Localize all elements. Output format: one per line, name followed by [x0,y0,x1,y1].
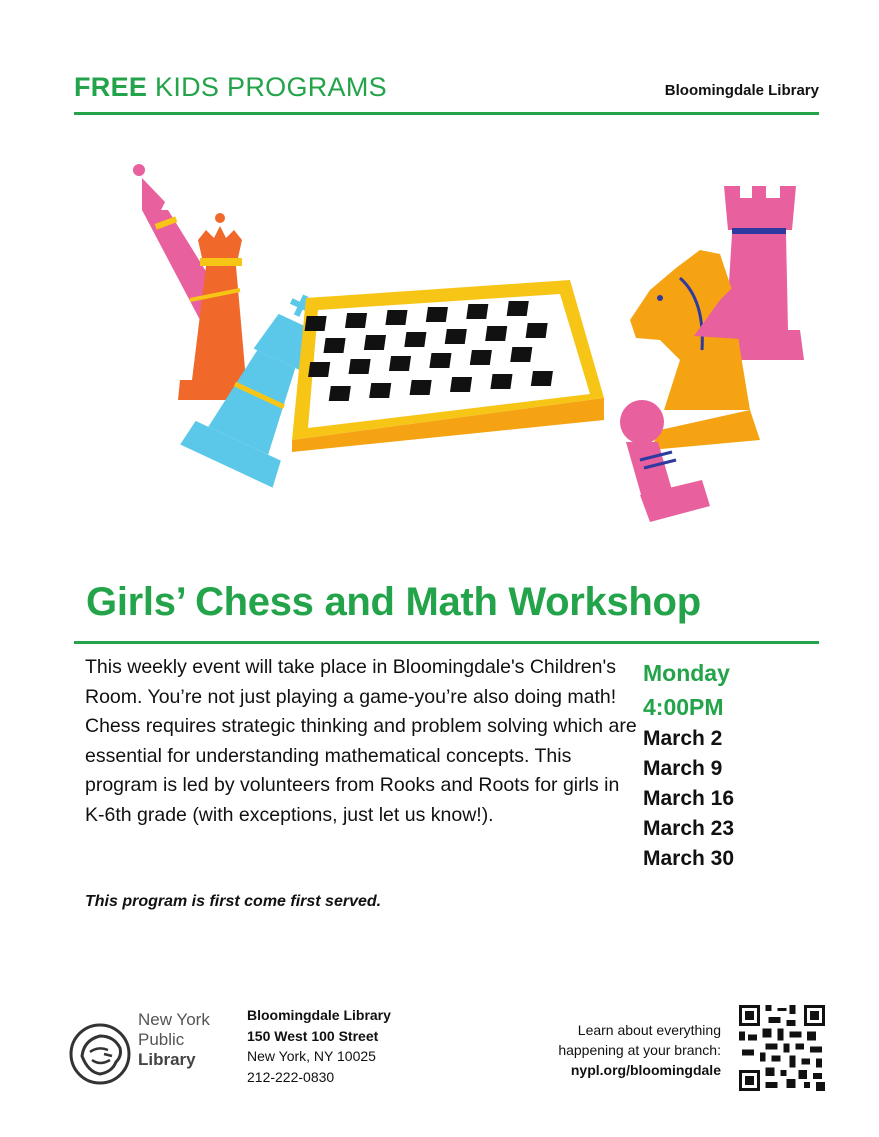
branch-name: Bloomingdale Library [664,82,819,99]
schedule-date: March 30 [643,847,735,870]
top-divider [74,112,819,115]
address-street: 150 West 100 Street [247,1027,379,1044]
chessboard-icon [292,280,604,452]
program-heading [74,72,387,103]
wordmark-line: New York [138,1010,210,1029]
wordmark-line: Library [138,1050,196,1069]
wordmark-line: Public [138,1030,185,1049]
title-divider [74,641,819,644]
branch-address [247,1005,391,1087]
schedule-time: 4:00PM [643,694,724,720]
address-name: Bloomingdale Library [247,1007,391,1023]
schedule-day: Monday [643,660,730,686]
nypl-logo [68,1010,228,1095]
chess-pieces-illustration [120,150,820,530]
event-description: This weekly event will take place in Bloomingdale's Children's Room. You’re not just playing a game-you’re also doing math! Chess requires strategic thinking and problem solving which are essential for understanding mathematical concepts. This program is led by volunteers from Rooks and Roots for girls in K-6th grade (with exceptions, just let us know!). [85,656,637,826]
qr-code[interactable] [739,1005,825,1091]
address-city: New York, NY 10025 [247,1048,376,1064]
branch-url[interactable]: nypl.org/bloomingdale [570,1062,721,1078]
learn-line: happening at your branch: [558,1042,721,1058]
schedule-date: March 2 [643,727,723,750]
learn-more [558,1020,721,1080]
schedule-date: March 9 [643,757,723,780]
learn-line: Learn about everything [577,1022,721,1038]
event-schedule [643,656,813,874]
event-title: Girls’ Chess and Math Workshop [86,580,701,624]
page-header [74,72,819,114]
nypl-wordmark [138,1010,210,1070]
program-heading-rest: KIDS PROGRAMS [147,72,387,102]
first-come-note: This program is first come first served. [85,893,382,910]
program-heading-free: FREE [74,72,148,102]
schedule-date: March 16 [643,787,735,810]
nypl-lion-icon [68,1022,132,1086]
schedule-date: March 23 [643,817,735,840]
pink-pawn-icon [620,400,710,522]
address-phone: 212-222-0830 [247,1068,335,1085]
